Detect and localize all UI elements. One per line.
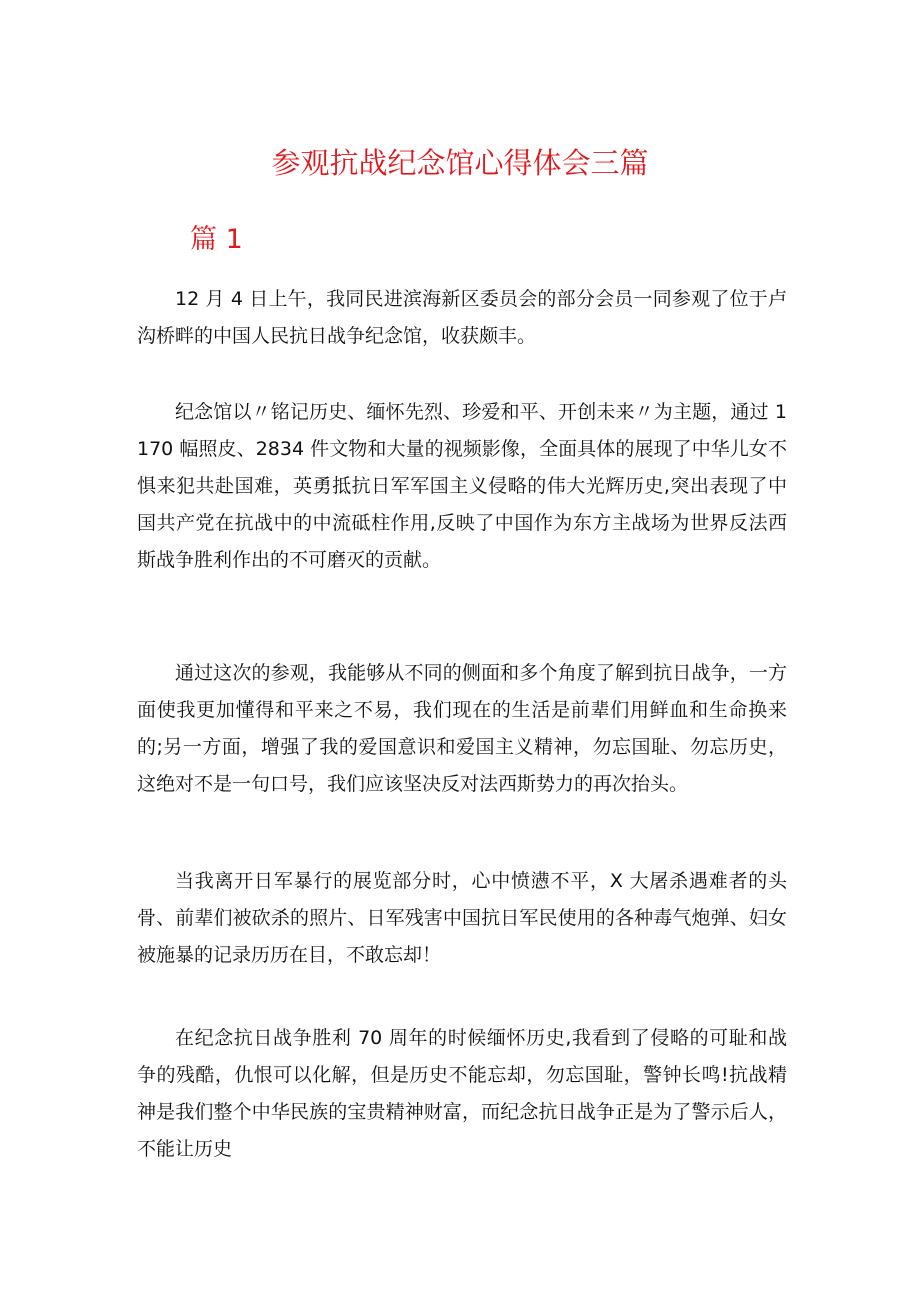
section-heading: 篇 1 <box>190 224 243 255</box>
paragraph: 在纪念抗日战争胜利 70 周年的时候缅怀历史,我看到了侵略的可耻和战争的残酷，仇恨可以化解，但是历史不能忘却，勿忘国耻，警钟长鸣!抗战精神是我们整个中华民族的宝贵精神财富，而纪念抗日战争正是为了警示后人，不能让历史 <box>137 1027 787 1160</box>
paragraph: 通过这次的参观，我能够从不同的侧面和多个角度了解到抗日战争，一方面使我更加懂得和平来之不易，我们现在的生活是前辈们用鲜血和生命换来的;另一方面，增强了我的爱国意识和爱国主义精神，勿忘国耻、勿忘历史，这绝对不是一句口号，我们应该坚决反对法西斯势力的再次抬头。 <box>137 662 787 795</box>
paragraph: 当我离开日军暴行的展览部分时，心中愤懑不平，X 大屠杀遇难者的头骨、前辈们被砍杀的照片、日军残害中国抗日军民使用的各种毒气炮弹、妇女被施暴的记录历历在目，不敢忘却！ <box>137 870 787 966</box>
paragraph: 纪念馆以〃铭记历史、缅怀先烈、珍爱和平、开创未来〃为主题，通过 1170 幅照皮、2834 件文物和大量的视频影像，全面具体的展现了中华儿女不惧来犯共赴国难，英勇抵抗日军军国主义侵略的伟大光辉历史,突出表现了中国共产党在抗战中的中流砥柱作用,反映了中国作为东方主战场为世界反法西斯战争胜利作出的不可磨灭的贡献。 <box>137 401 787 571</box>
document-title: 参观抗战纪念馆心得体会三篇 <box>271 146 649 180</box>
paragraph: 12 月 4 日上午，我同民进滨海新区委员会的部分会员一同参观了位于卢沟桥畔的中国人民抗日战争纪念馆，收获颇丰。 <box>137 288 787 347</box>
